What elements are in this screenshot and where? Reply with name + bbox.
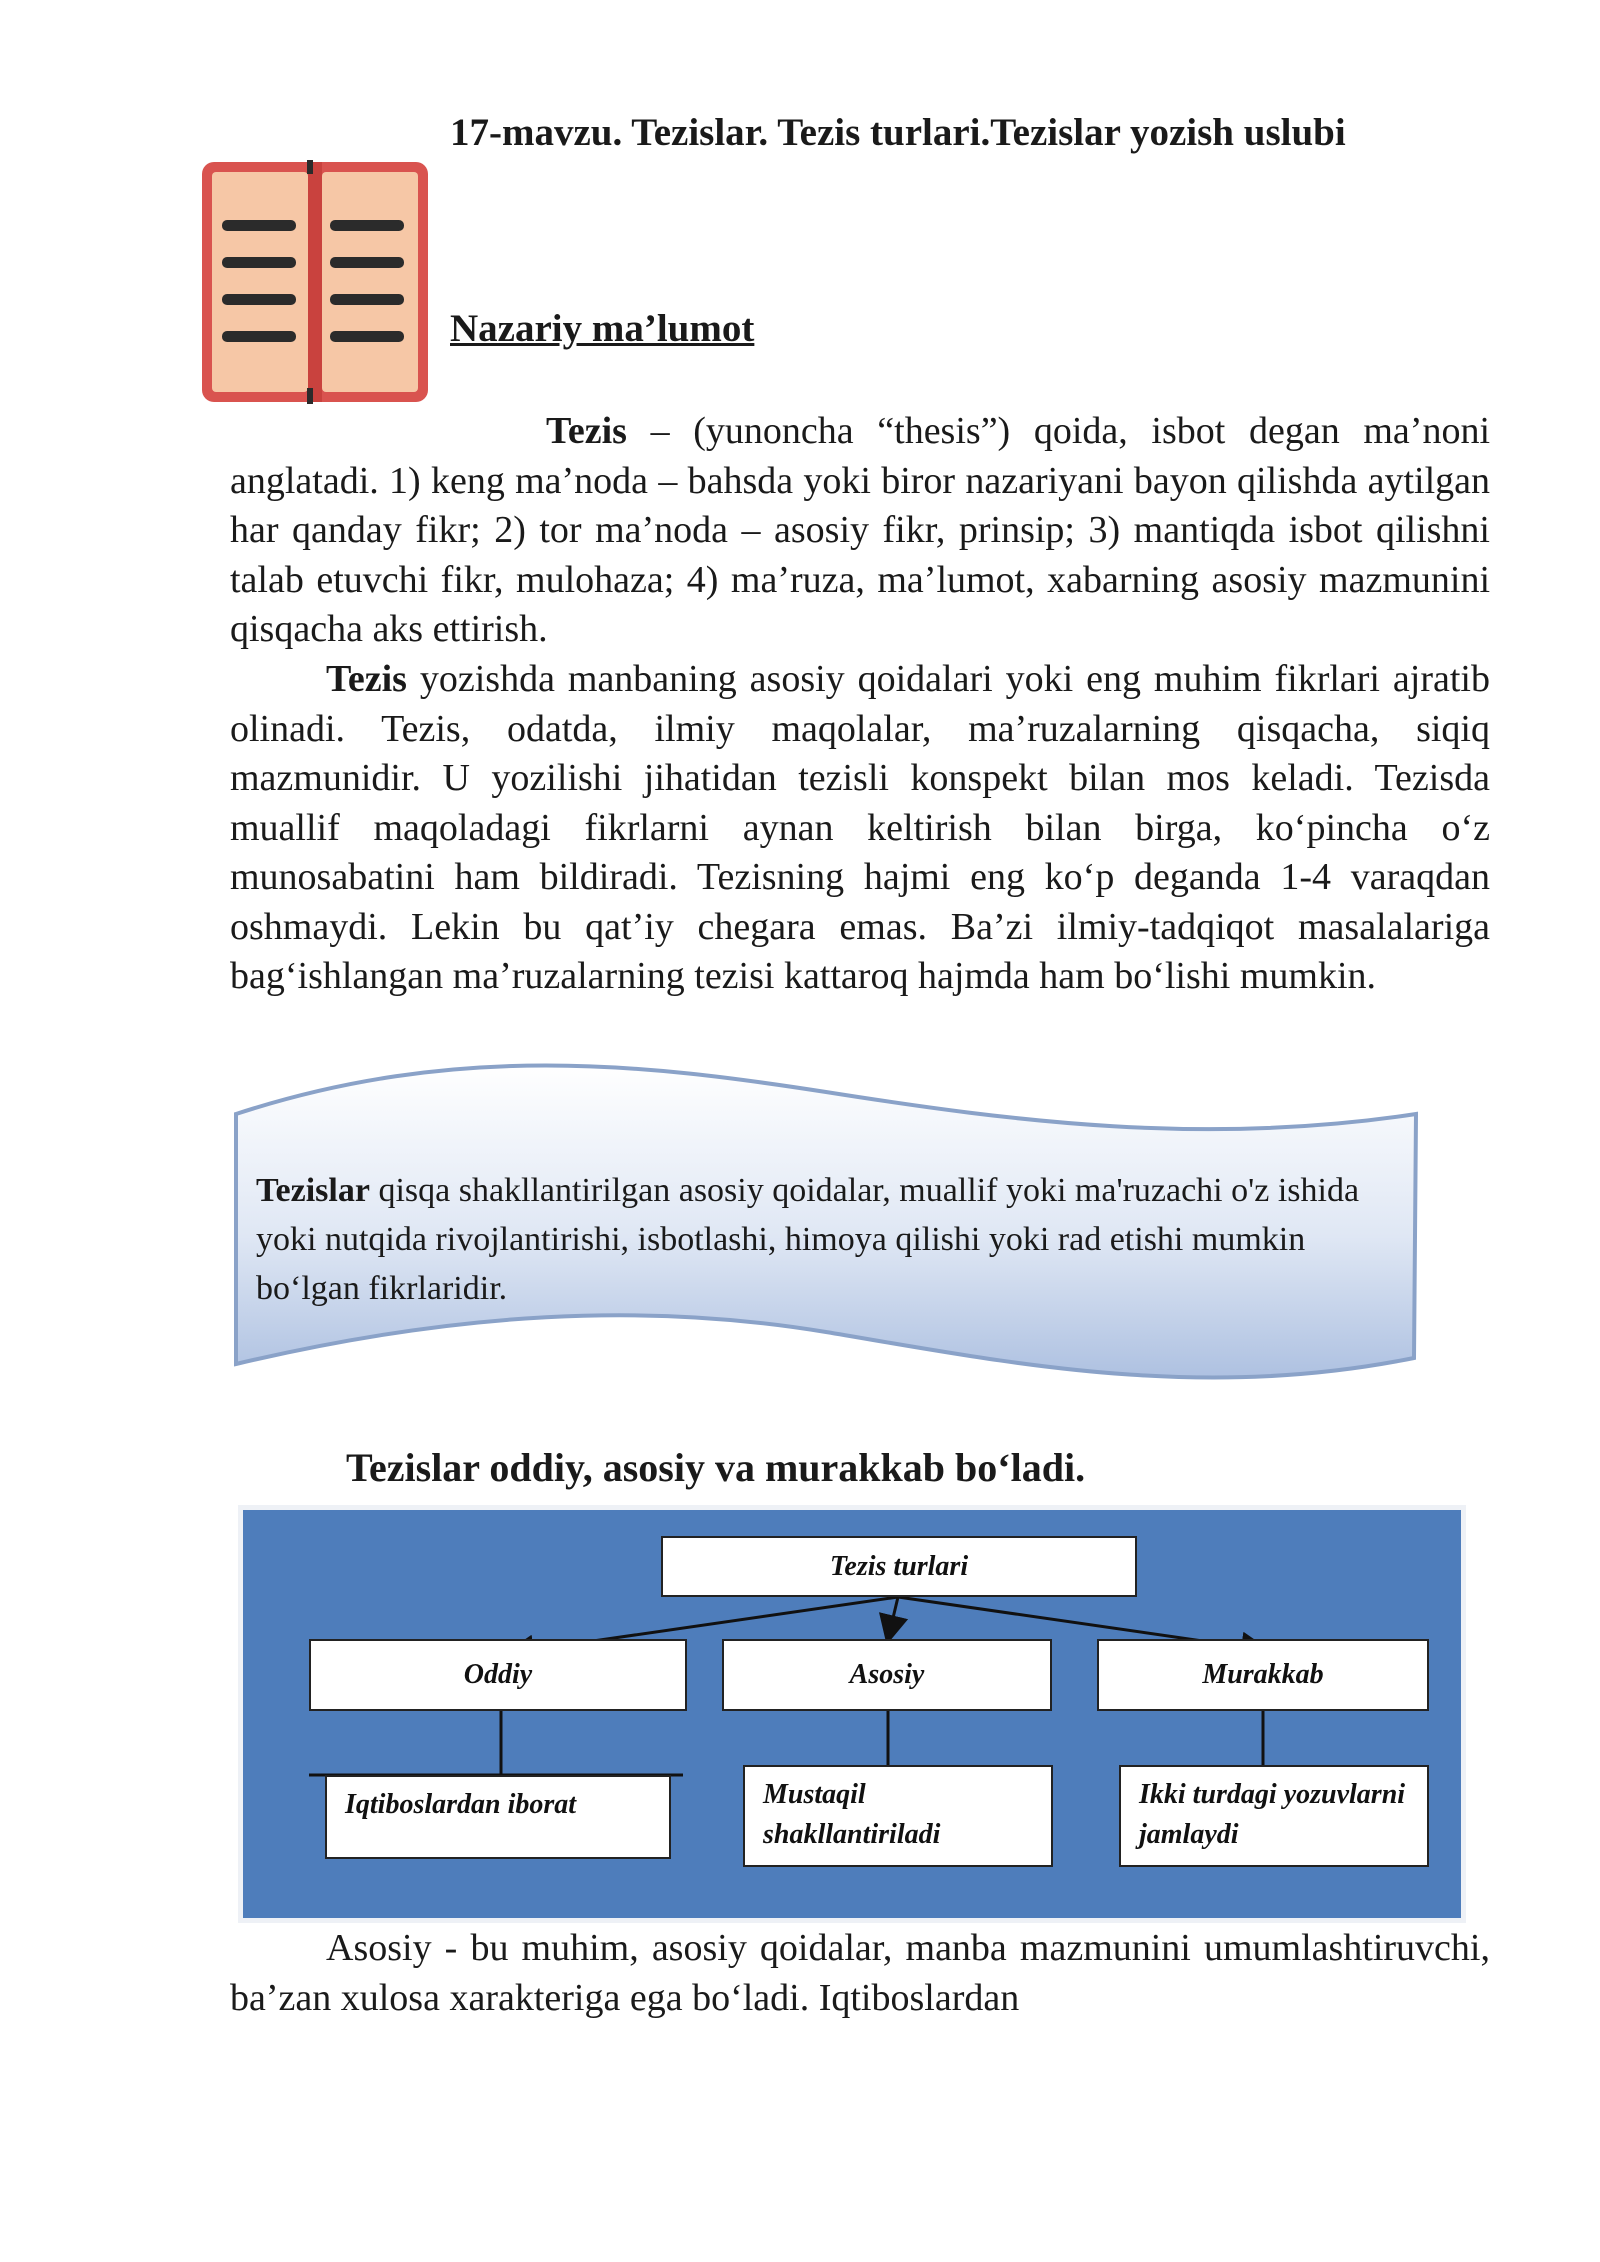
open-book-icon	[200, 160, 430, 405]
paragraph-text: yozishda manbaning asosiy qoidalari yoki eng muhim fikrlari ajratib olinadi. Tezis, odatda, ilmiy maqolalar, ma’ruzalarning qisqacha, siqiq mazmunidir. U yozilishi jihatidan tezisli konspekt bilan mos keladi. Tezisda muallif maqoladagi fikrlarni aynan keltirish bilan birga, ko‘pincha o‘z munosabatini ham bildiradi. Tezisning hajmi eng ko‘p deganda 1-4 varaqdan oshmaydi. Lekin bu qat’iy chegara emas. Ba’zi ilmiy-tadqiqot masalalariga bag‘ishlangan ma’ruzalarning tezisi kattaroq hajmda ham bo‘lishi mumkin.	[230, 658, 1490, 997]
paragraph-closing	[230, 1924, 1490, 2023]
page-title: 17-mavzu. Tezislar. Tezis turlari.Tezislar yozish uslubi	[450, 111, 1346, 154]
tezis-types-diagram	[238, 1505, 1466, 1923]
banner-term: Tezislar	[256, 1172, 370, 1209]
banner-definition: qisqa shakllantirilgan asosiy qoidalar, muallif yoki ma'ruzachi o'z ishida yoki nutqida rivojlantirishi, isbotlashi, himoya qilishi yoki rad etishi mumkin bo‘lgan fikrlaridir.	[256, 1172, 1360, 1307]
term-bold: Tezis	[546, 410, 627, 452]
desc-box-oddiy: Iqtiboslardan iborat	[325, 1775, 671, 1859]
paragraph-definition	[230, 407, 1490, 655]
term-bold: Tezis	[326, 658, 407, 700]
desc-box-murakkab: Ikki turdagi yozuvlarni jamlaydi	[1119, 1765, 1429, 1867]
types-heading: Tezislar oddiy, asosiy va murakkab bo‘ladi.	[346, 1445, 1086, 1490]
paragraph-text: Asosiy - bu muhim, asosiy qoidalar, manba mazmunini umumlashtiruvchi, ba’zan xulosa xarakteriga ega bo‘ladi. Iqtiboslardan	[230, 1927, 1490, 2019]
type-box-oddiy: Oddiy	[309, 1639, 687, 1711]
type-box-murakkab: Murakkab	[1097, 1639, 1429, 1711]
paragraph-text: – (yunoncha “thesis”) qoida, isbot degan ma’noni anglatadi. 1) keng ma’noda – bahsda yoki biror nazariyani bayon qilishda aytilgan har qanday fikr; 2) tor ma’noda – asosiy fikr, prinsip; 3) mantiqda isbot qilishni talab etuvchi fikr, mulohaza; 4) ma’ruza, ma’lumot, xabarning asosiy mazmunini qisqacha aks ettirish.	[230, 410, 1490, 650]
type-box-asosiy: Asosiy	[722, 1639, 1052, 1711]
root-box: Tezis turlari	[661, 1536, 1137, 1597]
banner-text	[256, 1166, 1396, 1313]
section-heading: Nazariy ma’lumot	[450, 307, 755, 350]
paragraph-writing	[230, 655, 1490, 1002]
desc-box-asosiy: Mustaqil shakllantiriladi	[743, 1765, 1053, 1867]
